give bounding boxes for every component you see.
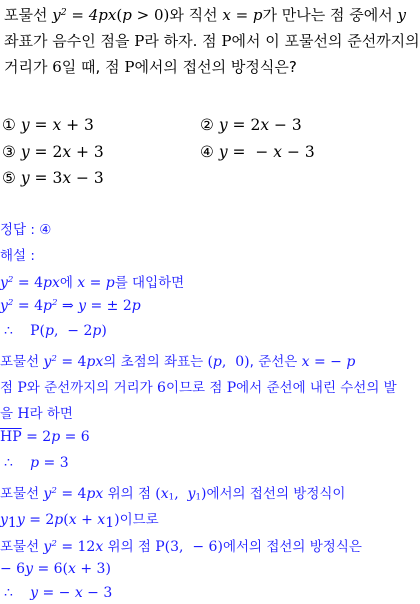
solution-text: 점 [0, 380, 18, 396]
point-P: P [17, 380, 27, 396]
solution-text: 를 대입하면 [114, 275, 185, 291]
point-coordinates: ($x_1$, $y_1$) [155, 486, 207, 503]
solution-line-13 [4, 585, 112, 601]
point-P: P [134, 32, 145, 50]
solution-text: 포물선 [0, 539, 44, 555]
solution-line-3 [4, 323, 107, 339]
choice-number: ② [200, 116, 214, 134]
solution-text: , 준선은 [249, 354, 302, 370]
solution-line-10 [0, 508, 159, 531]
distance-value: 6 [157, 380, 166, 396]
solution-text: 위의 점 [103, 486, 156, 502]
answer-value: ④ [39, 222, 52, 238]
question-text-part: 거리가 [4, 58, 53, 76]
choice-2[interactable] [200, 116, 302, 134]
final-answer-equation: y = − x − 3 [30, 585, 113, 601]
question-text-part: 와 직선 [169, 6, 223, 24]
math-y: y [397, 6, 407, 24]
question-text-part: 에서 이 포물선의 준선까지의 [231, 32, 420, 50]
point-coordinates: P(p, − 2p) [30, 323, 107, 339]
question-text-part: 에서의 접선의 방정식은? [134, 58, 297, 76]
point-P: P [124, 58, 135, 76]
choice-number: ⑤ [2, 169, 16, 187]
tangent-formula: $y_1y = 2p(x + x_1)$ [0, 512, 120, 531]
question-text-part: 일 때, 점 [61, 58, 125, 76]
segment-HP: $\overline{HP}$ [0, 429, 22, 445]
answer-line [0, 218, 51, 238]
point-coordinates: P(3, − 6) [155, 539, 223, 555]
solution-line-2 [0, 298, 141, 314]
parabola-equation: $y^2 = 4px$ [43, 486, 104, 502]
solution-line-12 [0, 561, 111, 577]
choice-equation: y = − x − 3 [218, 143, 315, 161]
solution-text: 에서의 접선의 방정식이 [206, 486, 346, 502]
solution-text: 에서의 접선의 방정식은 [222, 539, 362, 555]
solution-line-6 [0, 402, 73, 422]
distance-value: 6 [52, 58, 62, 76]
therefore-symbol: ∴ [4, 585, 13, 601]
focus-coordinates: (p, 0) [207, 354, 250, 370]
choice-equation: y = 3x − 3 [20, 169, 104, 187]
solution-line-4 [0, 350, 355, 370]
point-H: H [17, 406, 30, 422]
choice-equation: y = 2x − 3 [218, 116, 302, 134]
question-text-part: 포물선 [4, 6, 53, 24]
solution-text: 의 초점의 좌표는 [103, 354, 208, 370]
choice-1[interactable] [2, 116, 94, 134]
question-text-part: 좌표가 음수인 점을 [4, 32, 135, 50]
choice-equation: y = x + 3 [20, 116, 94, 134]
point-P: P [221, 32, 232, 50]
question-text [4, 2, 420, 80]
choice-number: ① [2, 116, 16, 134]
solution-text: 라 하면 [29, 406, 73, 422]
solution-line-8 [4, 455, 69, 471]
therefore-symbol: ∴ [4, 455, 13, 471]
solution-line-9 [0, 482, 345, 502]
choice-number: ④ [200, 143, 214, 161]
solution-text: 에서 준선에 내린 수선의 발 [236, 380, 397, 396]
question-line-3 [4, 54, 398, 80]
solution-text: 포물선 [0, 486, 44, 502]
point-P: P [226, 380, 237, 396]
solution-line-7 [0, 429, 90, 445]
solution-equation: p = 3 [30, 455, 69, 471]
directrix-equation: x = − p [301, 354, 356, 370]
therefore-symbol: ∴ [4, 323, 13, 339]
solution-label: 해설 : [0, 248, 35, 264]
choice-5[interactable] [2, 169, 104, 187]
solution-text: 포물선 [0, 354, 44, 370]
solution-text: 위의 점 [103, 539, 156, 555]
solution-line-11 [0, 535, 362, 555]
question-text-part: 라 하자. 점 [144, 32, 222, 50]
solution-text: 와 준선까지의 거리가 [26, 380, 158, 396]
parabola-equation: $y^2 = 4px$ [43, 354, 104, 370]
question-text-part: 가 만나는 점 중에서 [262, 6, 398, 24]
choice-equation: y = 2x + 3 [20, 143, 104, 161]
parabola-equation: $y^2 = 12x$ [43, 539, 104, 555]
question-line-2 [4, 28, 420, 54]
question-line-1 [4, 2, 407, 28]
choice-number: ③ [2, 143, 16, 161]
solution-equation: − 6y = 6(x + 3) [0, 561, 111, 577]
solution-text: 이므로 점 [165, 380, 227, 396]
parabola-equation: $y^2 = 4px$ [0, 275, 60, 291]
solution-text: 을 [0, 406, 18, 422]
solution-line-1 [0, 271, 184, 291]
choice-3[interactable] [2, 143, 104, 161]
line-equation: x = p [77, 275, 115, 291]
parabola-equation: $y^2 = 4px(p > 0)$ [52, 6, 170, 24]
answer-label: 정답 : [0, 222, 40, 238]
solution-equation: $y^2 = 4p^2$ ⇒ y = ± 2p [0, 298, 141, 314]
solution-equation: = 2p = 6 [21, 429, 90, 445]
choice-4[interactable] [200, 143, 315, 161]
solution-text: 에 [59, 275, 78, 291]
solution-line-5 [0, 376, 397, 396]
solution-text: 이므로 [119, 512, 159, 528]
line-equation: x = p [222, 6, 263, 24]
